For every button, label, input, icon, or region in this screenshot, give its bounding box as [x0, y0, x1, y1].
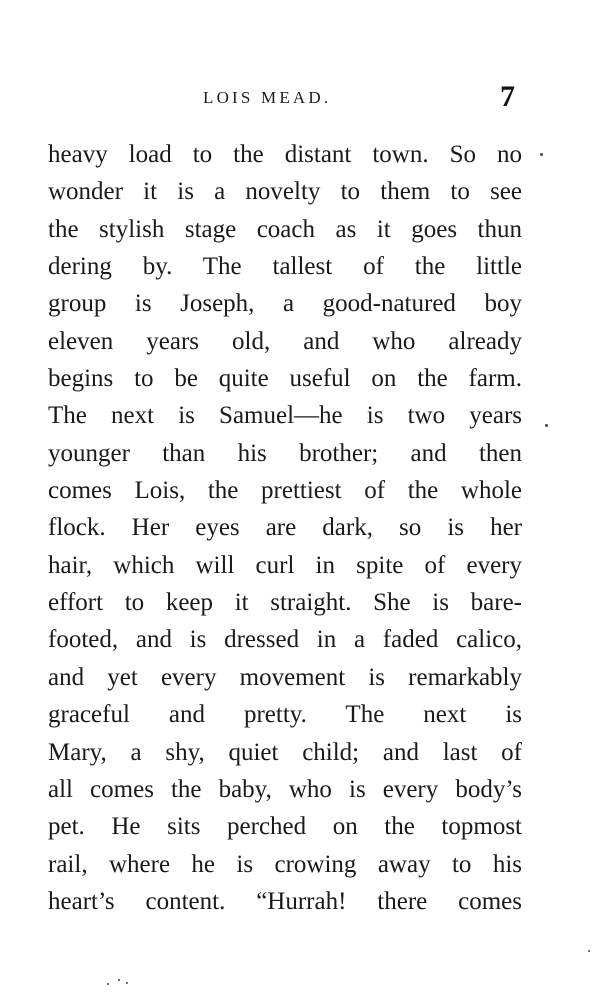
text-line: dering by. The tallest of the little [48, 253, 522, 281]
body-text [48, 136, 522, 920]
text-line: group is Joseph, a good-natured boy [48, 290, 522, 318]
text-line: heavy load to the distant town. So no [48, 141, 522, 168]
ink-speck [118, 979, 120, 981]
ink-speck [588, 950, 590, 952]
running-title: LOIS MEAD. [203, 88, 332, 107]
text-line: wonder it is a novelty to them to see [48, 178, 522, 206]
text-line: The next is Samuel—he is two years [48, 402, 522, 430]
text-line: heart’s content. “Hurrah! there comes [48, 887, 522, 915]
text-line: rail, where he is crowing away to his [48, 850, 522, 878]
running-head [0, 80, 604, 120]
page-number: 7 [500, 80, 515, 113]
text-line: the stylish stage coach as it goes thun [48, 215, 522, 243]
ink-speck [540, 153, 543, 156]
text-line: Mary, a shy, quiet child; and last of [48, 738, 522, 766]
text-line: flock. Her eyes are dark, so is her [48, 514, 522, 542]
text-line: eleven years old, and who already [48, 327, 522, 355]
text-line: graceful and pretty. The next is [48, 701, 522, 729]
text-line: hair, which will curl in spite of every [48, 551, 522, 579]
text-line: comes Lois, the prettiest of the whole [48, 477, 522, 505]
ink-speck [545, 424, 548, 427]
text-line: all comes the baby, who is every body’s [48, 775, 522, 803]
text-line: younger than his brother; and then [48, 439, 522, 467]
ink-speck [107, 983, 109, 985]
ink-speck [126, 982, 128, 984]
text-line: footed, and is dressed in a faded calico, [48, 626, 522, 654]
text-line: effort to keep it straight. She is bare- [48, 589, 522, 617]
text-line: pet. He sits perched on the topmost [48, 813, 522, 841]
text-line: begins to be quite useful on the farm. [48, 365, 522, 393]
text-line: and yet every movement is remarkably [48, 663, 522, 691]
